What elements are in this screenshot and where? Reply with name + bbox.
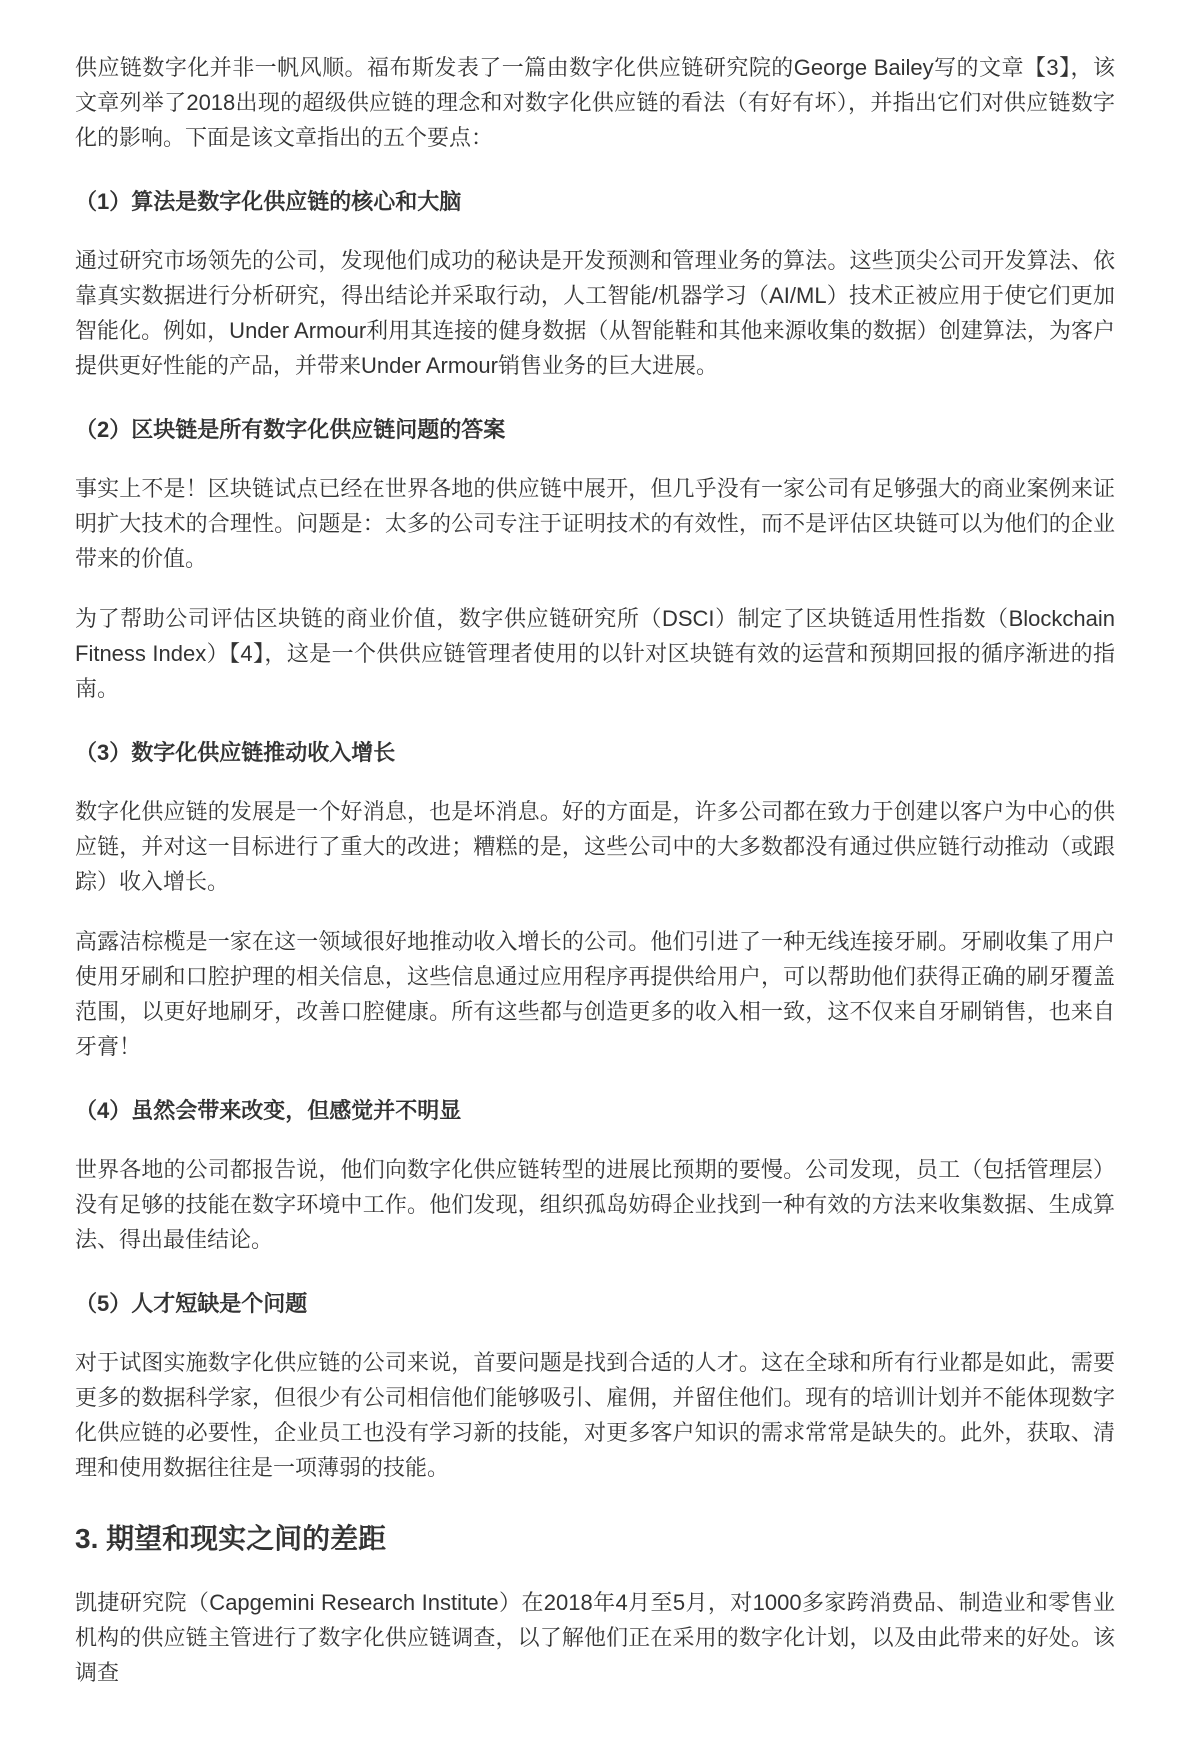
point-3-paragraph-2: 高露洁棕榄是一家在这一领域很好地推动收入增长的公司。他们引进了一种无线连接牙刷。牙刷收集了用户使用牙刷和口腔护理的相关信息，这些信息通过应用程序再提供给用户，可以帮助他们获得正确的刷牙覆盖范围，以更好地刷牙，改善口腔健康。所有这些都与创造更多的收入相一致，这不仅来自牙刷销售，也来自牙膏！ — [75, 929, 1115, 1059]
point-5-heading: （5）人才短缺是个问题 — [75, 1291, 308, 1316]
point-1-paragraph: 通过研究市场领先的公司，发现他们成功的秘诀是开发预测和管理业务的算法。这些顶尖公司开发算法、依靠真实数据进行分析研究，得出结论并采取行动，人工智能/机器学习（AI/ML）技术正被应用于使它们更加智能化。例如，Under Armour利用其连接的健身数据（从智能鞋和其他来源收集的数据）创建算法，为客户提供更好性能的产品，并带来Under Armour销售业务的巨大进展。 — [75, 248, 1115, 378]
point-1-heading: （1）算法是数字化供应链的核心和大脑 — [75, 189, 462, 214]
point-5-paragraph: 对于试图实施数字化供应链的公司来说，首要问题是找到合适的人才。这在全球和所有行业都是如此，需要更多的数据科学家，但很少有公司相信他们能够吸引、雇佣，并留住他们。现有的培训计划并不能体现数字化供应链的必要性，企业员工也没有学习新的技能，对更多客户知识的需求常常是缺失的。此外，获取、清理和使用数据往往是一项薄弱的技能。 — [75, 1350, 1115, 1480]
point-4-paragraph: 世界各地的公司都报告说，他们向数字化供应链转型的进展比预期的要慢。公司发现，员工（包括管理层）没有足够的技能在数字环境中工作。他们发现，组织孤岛妨碍企业找到一种有效的方法来收集数据、生成算法、得出最佳结论。 — [75, 1157, 1115, 1252]
point-3-heading: （3）数字化供应链推动收入增长 — [75, 740, 396, 765]
section-3-paragraph: 凯捷研究院（Capgemini Research Institute）在2018年4月至5月，对1000多家跨消费品、制造业和零售业机构的供应链主管进行了数字化供应链调查，以了解他们正在采用的数字化计划，以及由此带来的好处。该调查 — [75, 1590, 1115, 1685]
point-2-paragraph-1: 事实上不是！区块链试点已经在世界各地的供应链中展开，但几乎没有一家公司有足够强大的商业案例来证明扩大技术的合理性。问题是：太多的公司专注于证明技术的有效性，而不是评估区块链可以为他们的企业带来的价值。 — [75, 476, 1115, 571]
section-3-heading: 3. 期望和现实之间的差距 — [75, 1523, 387, 1554]
point-3-paragraph-1: 数字化供应链的发展是一个好消息，也是坏消息。好的方面是，许多公司都在致力于创建以客户为中心的供应链，并对这一目标进行了重大的改进；糟糕的是，这些公司中的大多数都没有通过供应链行动推动（或跟踪）收入增长。 — [75, 799, 1115, 894]
intro-paragraph: 供应链数字化并非一帆风顺。福布斯发表了一篇由数字化供应链研究院的George Bailey写的文章【3】，该文章列举了2018出现的超级供应链的理念和对数字化供应链的看法（有好有坏），并指出它们对供应链数字化的影响。下面是该文章指出的五个要点： — [75, 55, 1115, 150]
point-2-heading: （2）区块链是所有数字化供应链问题的答案 — [75, 417, 506, 442]
point-2-paragraph-2: 为了帮助公司评估区块链的商业价值，数字供应链研究所（DSCI）制定了区块链适用性指数（Blockchain Fitness Index）【4】，这是一个供供应链管理者使用的以针对区块链有效的运营和预期回报的循序渐进的指南。 — [75, 606, 1115, 701]
point-4-heading: （4）虽然会带来改变，但感觉并不明显 — [75, 1098, 462, 1123]
